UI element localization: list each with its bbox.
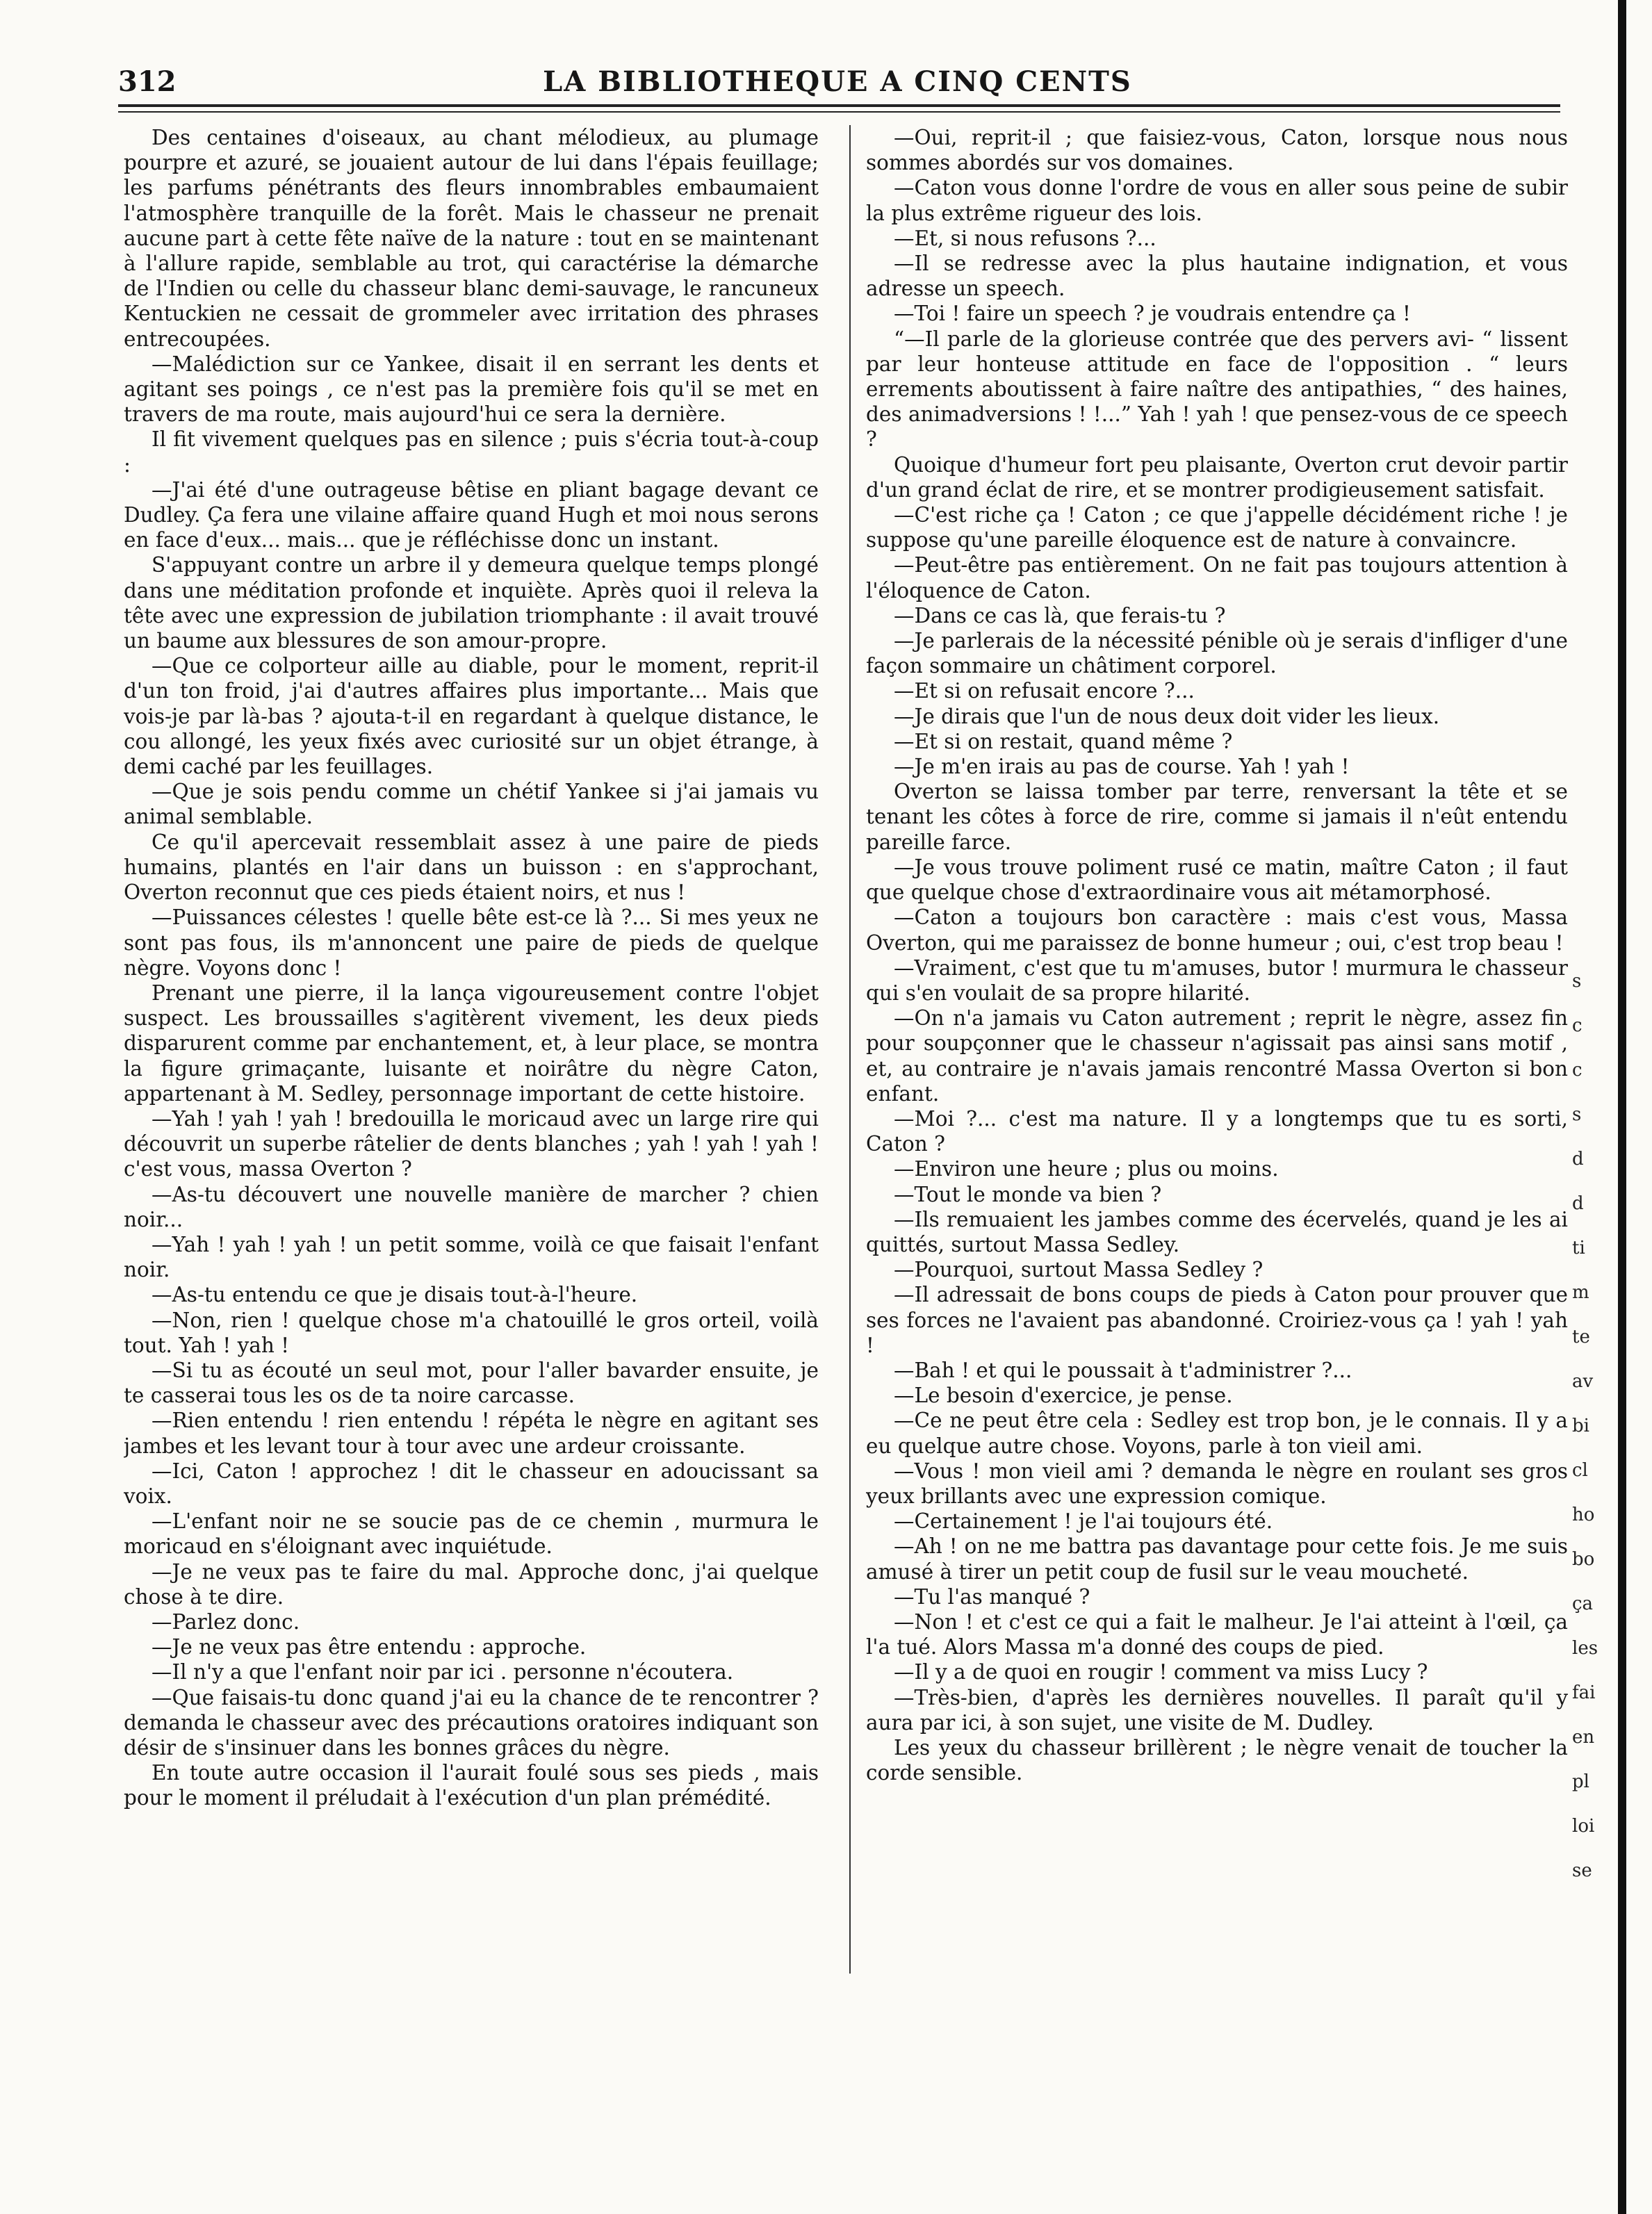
column-divider (849, 125, 851, 1974)
paragraph: —Yah ! yah ! yah ! bredouilla le moricaud avec un large rire qui découvrit un superbe râtelier de dents blanches ; yah ! yah ! yah ! c'est vous, massa Overton ? (124, 1106, 819, 1181)
paragraph: —Caton vous donne l'ordre de vous en aller sous peine de subir la plus extrême rigueur des lois. (866, 176, 1568, 225)
paragraph: —Ah ! on ne me battra pas davantage pour cette fois. Je me suis amusé à tirer un petit coup de fusil sur le veau moucheté. (866, 1534, 1568, 1584)
paragraph: —Et, si nous refusons ?... (894, 226, 1156, 250)
paragraph: —Il n'y a que l'enfant noir par ici . personne n'écoutera. (152, 1660, 734, 1684)
paragraph: —Que ce colporteur aille au diable, pour le moment, reprit-il d'un ton froid, j'ai d'autres affaires plus importante... Mais que vois-je par là-bas ? ajouta-t-il en regardant à quelque distance, le cou allongé, les yeux fixés avec curiosité sur un objet étrange, à demi caché par les feuillages. (124, 654, 819, 779)
edge-fragment: les (1572, 1638, 1598, 1659)
edge-fragment: pl (1572, 1771, 1589, 1792)
paragraph: —Dans ce cas là, que ferais-tu ? (894, 603, 1226, 628)
paragraph: —Ici, Caton ! approchez ! dit le chasseur en adoucissant sa voix. (124, 1459, 819, 1508)
paragraph: —Vraiment, c'est que tu m'amuses, butor ! murmura le chasseur qui s'en voulait de sa propre hilarité. (866, 956, 1568, 1005)
adjacent-page-fragments (1572, 959, 1614, 2071)
paragraph: —Parlez donc. (152, 1609, 300, 1634)
paragraph: —Puissances célestes ! quelle bête est-ce là ?... Si mes yeux ne sont pas fous, ils m'annoncent une paire de pieds de quelque nègre. Voyons donc ! (124, 905, 819, 980)
edge-fragment: te (1572, 1327, 1590, 1347)
paragraph: Ce qu'il apercevait ressemblait assez à une paire de pieds humains, plantés en l'air dans un buisson : en s'approchant, Overton reconnut que ces pieds étaient noirs, et nus ! (124, 830, 819, 905)
paragraph: —Vous ! mon vieil ami ? demanda le nègre en roulant ses gros yeux brillants avec une expression comique. (866, 1459, 1568, 1508)
paragraph: “—Il parle de la glorieuse contrée que des pervers avi- “ lissent par leur honteuse attitude en face de l'opposition . “ leurs errements aboutissent à faire naître des antipathies, “ des haines, des animadversions ! !...” Yah ! yah ! que pensez-vous de ce speech ? (866, 327, 1568, 452)
paragraph: —J'ai été d'une outrageuse bêtise en pliant bagage devant ce Dudley. Ça fera une vilaine affaire quand Hugh et moi nous serons en face d'eux... mais... que je réfléchisse donc un instant. (124, 477, 819, 552)
paragraph: —Certainement ! je l'ai toujours été. (894, 1509, 1273, 1534)
edge-fragment: bo (1572, 1549, 1595, 1570)
edge-fragment: s (1572, 971, 1582, 992)
edge-fragment: loi (1572, 1816, 1595, 1837)
right-column (866, 125, 1568, 2078)
paragraph: —Yah ! yah ! yah ! un petit somme, voilà ce que faisait l'enfant noir. (124, 1232, 819, 1282)
paragraph: Il fit vivement quelques pas en silence ; puis s'écria tout-à-coup : (124, 427, 819, 477)
paragraph: —L'enfant noir ne se soucie pas de ce chemin , murmura le moricaud en s'éloignant avec inquiétude. (124, 1509, 819, 1559)
left-column (124, 125, 819, 2078)
paragraph: En toute autre occasion il l'aurait foulé sous ses pieds , mais pour le moment il préludait à l'exécution d'un plan prémédité. (124, 1761, 819, 1810)
paragraph: S'appuyant contre un arbre il y demeura quelque temps plongé dans une méditation profonde et inquiète. Après quoi il releva la tête avec une expression de jubilation triomphante : il avait trouvé un baume aux blessures de son amour-propre. (124, 553, 819, 653)
header-rule-thin (118, 111, 1560, 113)
paragraph: —Oui, reprit-il ; que faisiez-vous, Caton, lorsque nous nous sommes abordés sur vos domaines. (866, 126, 1568, 175)
page-number: 312 (118, 65, 177, 98)
paragraph: —Malédiction sur ce Yankee, disait il en serrant les dents et agitant ses poings , ce n'est pas la première fois qu'il se met en travers de ma route, mais aujourd'hui ce sera la dernière. (124, 352, 819, 427)
edge-fragment: se (1572, 1860, 1592, 1881)
edge-fragment: s (1572, 1104, 1582, 1125)
paragraph: —Je vous trouve poliment rusé ce matin, maître Caton ; il faut que quelque chose d'extraordinaire vous ait métamorphosé. (866, 855, 1568, 905)
paragraph: —Il adressait de bons coups de pieds à Caton pour prouver que ses forces ne l'avaient pas abandonné. Croiriez-vous ça ! yah ! yah ! (866, 1283, 1568, 1357)
edge-fragment: m (1572, 1282, 1589, 1303)
paragraph: —Je parlerais de la nécessité pénible où je serais d'infliger d'une façon sommaire un châtiment corporel. (866, 629, 1568, 678)
paragraph: —Je ne veux pas te faire du mal. Approche donc, j'ai quelque chose à te dire. (124, 1559, 819, 1609)
paragraph: —As-tu découvert une nouvelle manière de marcher ? chien noir... (124, 1182, 819, 1231)
edge-fragment: ti (1572, 1238, 1585, 1258)
edge-fragment: bi (1572, 1416, 1589, 1436)
paragraph: —On n'a jamais vu Caton autrement ; reprit le nègre, assez fin pour soupçonner que le chasseur n'agissait pas ainsi sans motif , et, au contraire je n'avais jamais rencontré Massa Overton si bon enfant. (866, 1006, 1568, 1106)
paragraph: —Environ une heure ; plus ou moins. (894, 1157, 1279, 1181)
paragraph: —Si tu as écouté un seul mot, pour l'aller bavarder ensuite, je te casserai tous les os de ta noire carcasse. (124, 1358, 819, 1408)
edge-fragment: en (1572, 1727, 1595, 1748)
page-header (118, 65, 1557, 107)
paragraph: —Il y a de quoi en rougir ! comment va miss Lucy ? (894, 1660, 1428, 1684)
paragraph: —Ce ne peut être cela : Sedley est trop bon, je le connais. Il y a eu quelque autre chose. Voyons, parle à ton vieil ami. (866, 1409, 1568, 1458)
paragraph: —Je ne veux pas être entendu : approche. (152, 1635, 587, 1659)
edge-fragment: d (1572, 1149, 1584, 1170)
edge-fragment: ho (1572, 1504, 1595, 1525)
paragraph: —Je dirais que l'un de nous deux doit vider les lieux. (894, 704, 1440, 728)
edge-fragment: cl (1572, 1460, 1588, 1481)
running-title: LA BIBLIOTHEQUE A CINQ CENTS (543, 65, 1132, 98)
paragraph: —C'est riche ça ! Caton ; ce que j'appelle décidément riche ! je suppose qu'une pareille éloquence est de nature à convaincre. (866, 503, 1568, 552)
paragraph: —As-tu entendu ce que je disais tout-à-l'heure. (152, 1283, 638, 1307)
paragraph: Les yeux du chasseur brillèrent ; le nègre venait de toucher la corde sensible. (866, 1736, 1568, 1785)
paragraph: —Et si on restait, quand même ? (894, 729, 1233, 753)
paragraph: —Pourquoi, surtout Massa Sedley ? (894, 1258, 1263, 1282)
edge-fragment: d (1572, 1193, 1584, 1214)
paragraph: —Moi ?... c'est ma nature. Il y a longtemps que tu es sorti, Caton ? (866, 1106, 1568, 1156)
paragraph: —Ils remuaient les jambes comme des écervelés, quand je les ai quittés, surtout Massa Sedley. (866, 1207, 1568, 1256)
edge-fragment: c (1572, 1015, 1583, 1036)
paragraph: —Peut-être pas entièrement. On ne fait pas toujours attention à l'éloquence de Caton. (866, 553, 1568, 602)
paragraph: —Que faisais-tu donc quand j'ai eu la chance de te rencontrer ? demanda le chasseur avec des précautions oratoires indiquant son désir de s'insinuer dans les bonnes grâces du nègre. (124, 1685, 819, 1760)
paragraph: —Non ! et c'est ce qui a fait le malheur. Je l'ai atteint à l'œil, ça l'a tué. Alors Massa m'a donné des coups de pied. (866, 1609, 1568, 1659)
paragraph: —Toi ! faire un speech ? je voudrais entendre ça ! (894, 302, 1411, 326)
edge-fragment: fai (1572, 1682, 1596, 1703)
paragraph: Overton se laissa tomber par terre, renversant la tête et se tenant les côtes à force de rire, comme si jamais il n'eût entendu pareille farce. (866, 780, 1568, 854)
paragraph: —Tu l'as manqué ? (894, 1584, 1090, 1609)
paragraph: —Bah ! et qui le poussait à t'administrer ?... (894, 1358, 1352, 1382)
paragraph: —Non, rien ! quelque chose m'a chatouillé le gros orteil, voilà tout. Yah ! yah ! (124, 1308, 819, 1357)
paragraph: —Et si on refusait encore ?... (894, 679, 1195, 703)
paragraph: —Rien entendu ! rien entendu ! répéta le nègre en agitant ses jambes et les levant tour à tour avec une ardeur croissante. (124, 1409, 819, 1458)
paragraph: —Très-bien, d'après les dernières nouvelles. Il paraît qu'il y aura par ici, à son sujet, une visite de M. Dudley. (866, 1685, 1568, 1735)
paragraph: —Que je sois pendu comme un chétif Yankee si j'ai jamais vu animal semblable. (124, 780, 819, 829)
paragraph: —Caton a toujours bon caractère : mais c'est vous, Massa Overton, qui me paraissez de bonne humeur ; oui, c'est trop beau ! (866, 905, 1568, 955)
paragraph: —Je m'en irais au pas de course. Yah ! yah ! (894, 755, 1350, 779)
header-rule-thick (118, 104, 1560, 107)
edge-fragment: av (1572, 1371, 1594, 1392)
paragraph: Prenant une pierre, il la lança vigoureusement contre l'objet suspect. Les broussailles s'agitèrent vivement, les deux pieds disparurent comme par enchantement, et, à leur place, se montra la figure grimaçante, luisante et noirâtre du nègre Caton, appartenant à M. Sedley, personnage important de cette histoire. (124, 981, 819, 1106)
paragraph: Des centaines d'oiseaux, au chant mélodieux, au plumage pourpre et azuré, se jouaient autour de lui dans l'épais feuillage; les parfums pénétrants des fleurs innombrables embaumaient l'atmosphère tranquille de la forêt. Mais le chasseur ne prenait aucune part à cette fête naïve de la nature : tout en se maintenant à l'allure rapide, semblable au trot, qui caractérise la démarche de l'Indien ou celle du chasseur blanc demi-sauvage, le rancuneux Kentuckien ne cessait de grommeler avec irritation des phrases entrecoupées. (124, 126, 819, 351)
paragraph: —Tout le monde va bien ? (894, 1182, 1162, 1206)
page-binding-edge (1618, 0, 1626, 2214)
paragraph: Quoique d'humeur fort peu plaisante, Overton crut devoir partir d'un grand éclat de rire, et se montrer prodigieusement satisfait. (866, 452, 1568, 502)
edge-fragment: ça (1572, 1593, 1594, 1614)
paragraph: —Le besoin d'exercice, je pense. (894, 1384, 1233, 1408)
paragraph: —Il se redresse avec la plus hautaine indignation, et vous adresse un speech. (866, 252, 1568, 301)
edge-fragment: c (1572, 1060, 1583, 1081)
